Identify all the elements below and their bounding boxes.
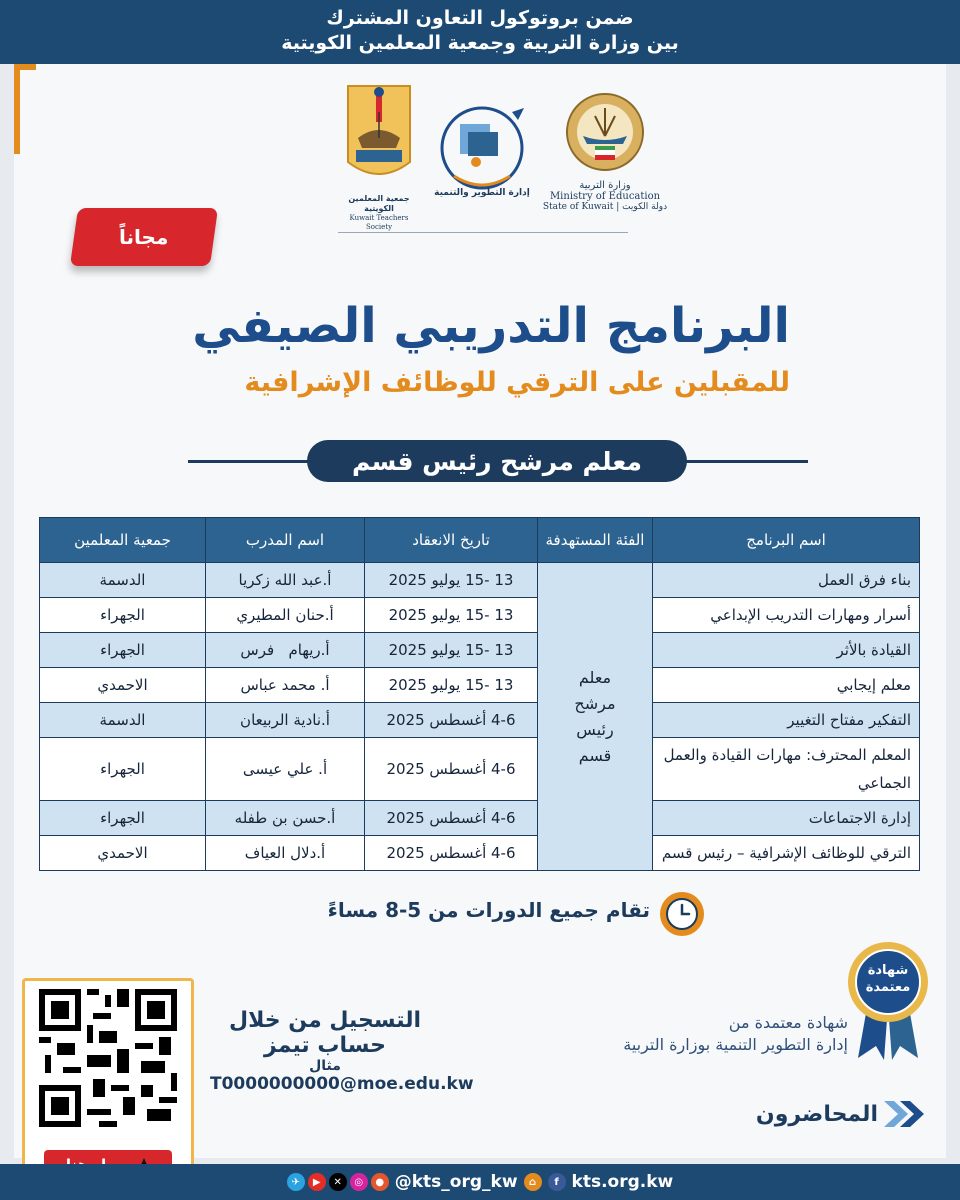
facebook-icon[interactable]: f [548, 1173, 566, 1191]
youtube-icon[interactable]: ▶ [308, 1173, 326, 1191]
time-note: تقام جميع الدورات من 5-8 مساءً [327, 898, 650, 922]
society-cell: الجهراء [40, 801, 206, 836]
program-cell: المعلم المحترف: مهارات القيادة والعمل الجماعي [653, 738, 920, 801]
accent-bar-top [14, 64, 36, 70]
dev-dept-name: إدارة التطوير والتنمية [434, 188, 530, 198]
lecturers-label-box [700, 1094, 926, 1134]
society-cell: الدسمة [40, 703, 206, 738]
header-line-1: ضمن بروتوكول التعاون المشترك [326, 7, 634, 29]
state-name: State of Kuwait | دولة الكويت [542, 202, 668, 212]
date-cell: 13 -15 يوليو 2025 [365, 598, 538, 633]
registration-line-1: التسجيل من خلال [228, 1008, 422, 1033]
program-cell: أسرار ومهارات التدريب الإبداعي [653, 598, 920, 633]
top-banner [0, 0, 960, 64]
social-icons [287, 1173, 389, 1191]
registration-info [210, 1008, 474, 1094]
main-title: البرنامج التدريبي الصيفي [192, 298, 790, 354]
table-row [40, 703, 920, 738]
society-cell: الاحمدي [40, 836, 206, 871]
ministry-logo [540, 88, 670, 212]
registration-line-2: حساب تيمز [264, 1033, 386, 1058]
program-cell: الترقي للوظائف الإشرافية – رئيس قسم [653, 836, 920, 871]
target-pill [307, 440, 687, 482]
table-header-row [40, 518, 920, 563]
target-cell [538, 563, 653, 871]
trainer-cell: أ.نادية الربيعان [206, 703, 365, 738]
table-row [40, 598, 920, 633]
kts-logo [336, 82, 422, 232]
footer-bar [0, 1164, 960, 1200]
program-cell: بناء فرق العمل [653, 563, 920, 598]
certificate-ribbon [836, 940, 940, 1062]
certificate-badge-text: شهادة معتمدة [865, 963, 911, 995]
program-cell: معلم إيجابي [653, 668, 920, 703]
subtitle: للمقبلين على الترقي للوظائف الإشرافية [244, 367, 790, 398]
footer-website[interactable]: kts.org.kw [571, 1172, 674, 1192]
society-cell: الجهراء [40, 738, 206, 801]
kts-emblem-icon [342, 82, 416, 190]
snapchat-icon[interactable]: ● [371, 1173, 389, 1191]
free-badge [70, 208, 218, 266]
trainer-cell: أ. محمد عباس [206, 668, 365, 703]
header-society: جمعية المعلمين [40, 518, 206, 563]
trainer-cell: أ.حنان المطيري [206, 598, 365, 633]
accent-bar [14, 64, 20, 154]
header-program: اسم البرنامج [653, 518, 920, 563]
kts-name-ar: جمعية المعلمين الكويتية [348, 194, 410, 213]
dev-dept-logo [432, 98, 532, 198]
program-cell: القيادة بالأثر [653, 633, 920, 668]
date-cell: 13 -15 يوليو 2025 [365, 633, 538, 668]
society-cell: الجهراء [40, 598, 206, 633]
home-icon[interactable]: ⌂ [524, 1173, 542, 1191]
qr-code[interactable] [22, 978, 194, 1174]
date-cell: 4-6 أغسطس 2025 [365, 703, 538, 738]
ministry-name-en: Ministry of Education [549, 191, 661, 202]
table-row [40, 668, 920, 703]
header-target: الفئة المستهدفة [538, 518, 653, 563]
footer-handle[interactable]: @kts_org_kw [394, 1172, 518, 1192]
date-cell: 4-6 أغسطس 2025 [365, 836, 538, 871]
trainer-cell: أ. علي عيسى [206, 738, 365, 801]
target-cell-text: معلم مرشح رئيس قسم [574, 667, 616, 765]
society-cell: الدسمة [40, 563, 206, 598]
header-trainer: اسم المدرب [206, 518, 365, 563]
program-cell: التفكير مفتاح التغيير [653, 703, 920, 738]
instagram-icon[interactable]: ◎ [350, 1173, 368, 1191]
x-icon[interactable]: ✕ [329, 1173, 347, 1191]
date-cell: 4-6 أغسطس 2025 [365, 801, 538, 836]
kuwait-emblem-icon [565, 88, 645, 176]
table-row [40, 563, 920, 598]
certificate-info [586, 1012, 848, 1056]
certificate-line-2: إدارة التطوير التنمية بوزارة التربية [623, 1035, 848, 1054]
table-row [40, 633, 920, 668]
free-badge-label: مجاناً [119, 225, 169, 249]
society-cell: الاحمدي [40, 668, 206, 703]
date-cell: 4-6 أغسطس 2025 [365, 738, 538, 801]
registration-example-value: T0000000000@moe.edu.kw [210, 1074, 474, 1094]
dev-dept-emblem-icon [434, 98, 530, 198]
trainer-cell: أ.عبد الله زكريا [206, 563, 365, 598]
registration-example-label: مثال [309, 1058, 341, 1074]
qr-code-icon [25, 983, 191, 1133]
date-cell: 13 -15 يوليو 2025 [365, 668, 538, 703]
trainer-cell: أ.ريهام فرس [206, 633, 365, 668]
table-row [40, 801, 920, 836]
clock-icon [660, 892, 704, 936]
trainer-cell: أ.دلال العياف [206, 836, 365, 871]
program-cell: إدارة الاجتماعات [653, 801, 920, 836]
table-row [40, 836, 920, 871]
header-line-2: بين وزارة التربية وجمعية المعلمين الكويتية [281, 32, 679, 54]
date-cell: 13 -15 يوليو 2025 [365, 563, 538, 598]
header-date: تاريخ الانعقاد [365, 518, 538, 563]
double-chevron-icon [882, 1099, 926, 1129]
certificate-line-1: شهادة معتمدة من [728, 1013, 848, 1032]
kts-name-en: Kuwait Teachers Society [349, 214, 409, 231]
trainer-cell: أ.حسن بن طفله [206, 801, 365, 836]
lecturers-label: المحاضرون [755, 1101, 878, 1127]
ministry-name-ar: وزارة التربية [579, 180, 631, 191]
target-pill-label: معلم مرشح رئيس قسم [352, 446, 642, 476]
telegram-icon[interactable]: ✈ [287, 1173, 305, 1191]
logo-divider [338, 232, 628, 233]
ribbon-icon [836, 940, 940, 1062]
schedule-table [39, 517, 920, 871]
table-row [40, 738, 920, 801]
society-cell: الجهراء [40, 633, 206, 668]
